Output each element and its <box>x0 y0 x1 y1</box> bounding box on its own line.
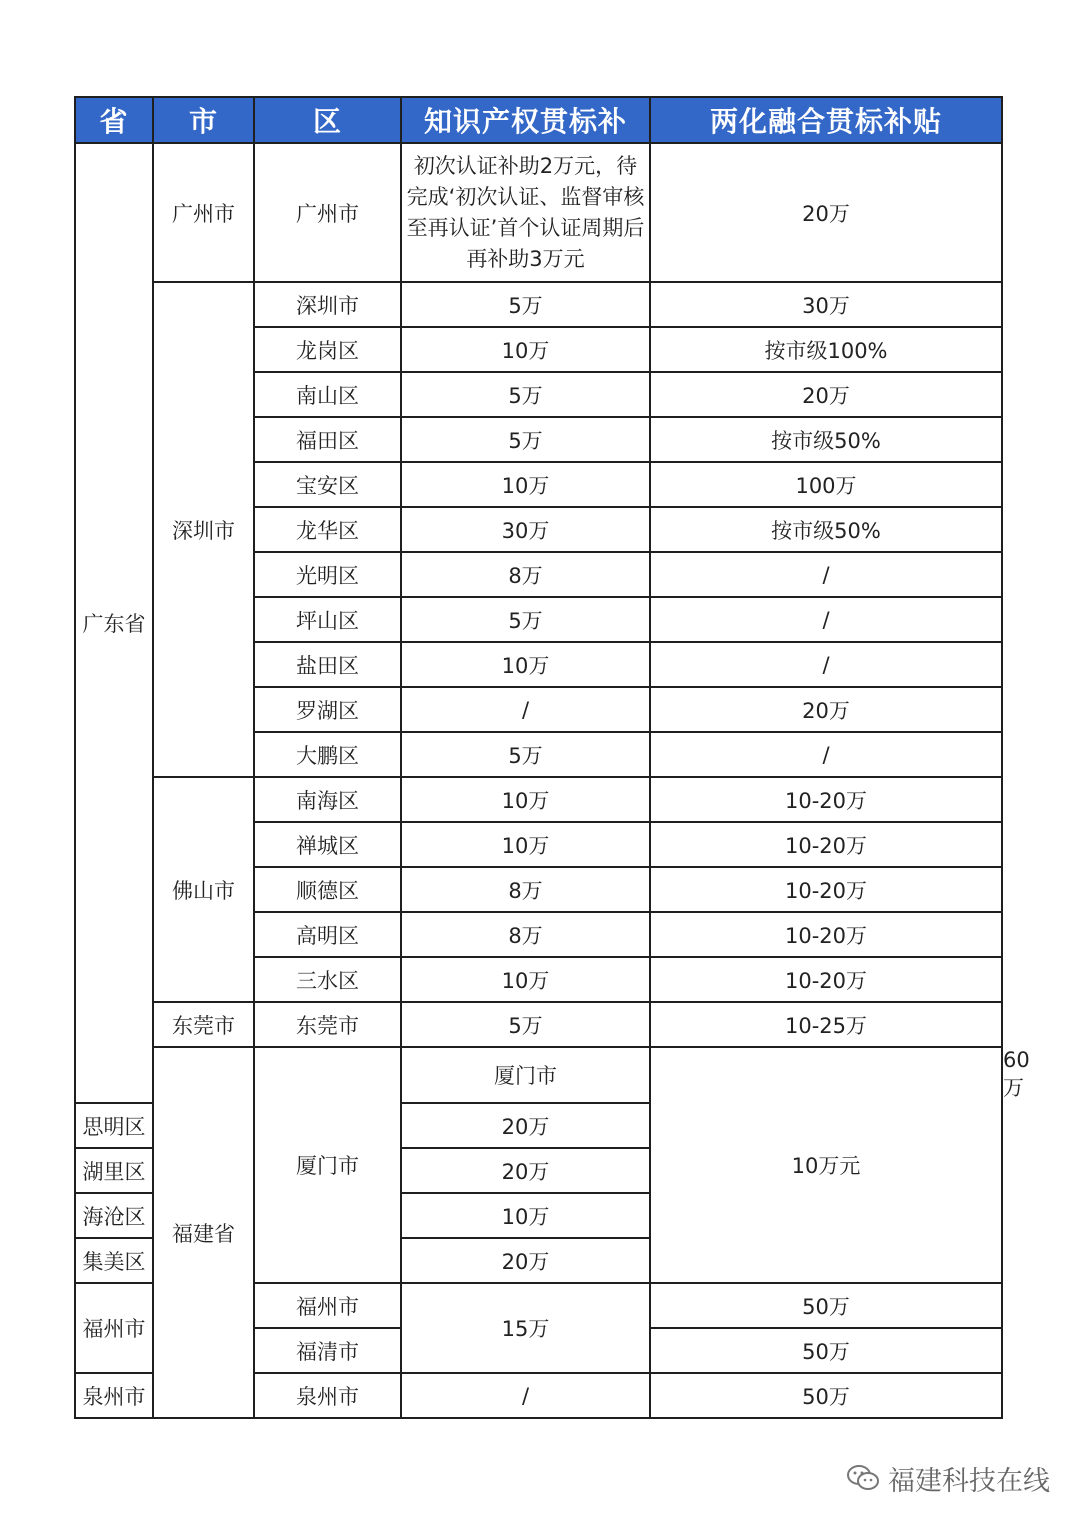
ip-subsidy-cell: 10万 <box>401 777 650 822</box>
district-cell: 坪山区 <box>254 597 401 642</box>
district-cell: 大鹏区 <box>254 732 401 777</box>
subsidy-table-wrapper <box>74 96 1030 1419</box>
district-cell: 南海区 <box>254 777 401 822</box>
two-subsidy-cell: 20万 <box>650 372 1002 417</box>
two-subsidy-cell: 10-20万 <box>650 822 1002 867</box>
two-subsidy-cell: 20万 <box>401 1103 650 1148</box>
table-row <box>75 1002 1002 1047</box>
two-subsidy-cell: 20万 <box>650 687 1002 732</box>
ip-subsidy-cell: 10万 <box>401 642 650 687</box>
two-subsidy-cell: 50万 <box>650 1373 1002 1418</box>
two-subsidy-cell: 20万 <box>401 1148 650 1193</box>
city-cell: 佛山市 <box>153 777 254 1002</box>
city-cell: 泉州市 <box>75 1373 153 1418</box>
district-cell: 深圳市 <box>254 282 401 327</box>
district-cell: 龙岗区 <box>254 327 401 372</box>
district-cell: 宝安区 <box>254 462 401 507</box>
ip-subsidy-cell: 10万 <box>401 822 650 867</box>
two-subsidy-cell: 按市级50% <box>650 507 1002 552</box>
ip-subsidy-cell: 5万 <box>401 372 650 417</box>
ip-subsidy-cell: 5万 <box>401 282 650 327</box>
district-cell: 禅城区 <box>254 822 401 867</box>
district-cell: 龙华区 <box>254 507 401 552</box>
district-cell: 泉州市 <box>254 1373 401 1418</box>
ip-subsidy-cell: 5万 <box>401 732 650 777</box>
two-subsidy-cell: 按市级100% <box>650 327 1002 372</box>
district-cell: 光明区 <box>254 552 401 597</box>
two-subsidy-cell: / <box>650 642 1002 687</box>
two-subsidy-cell: 20万 <box>401 1238 650 1283</box>
district-cell: 思明区 <box>75 1103 153 1148</box>
two-subsidy-cell: / <box>650 597 1002 642</box>
district-cell: 海沧区 <box>75 1193 153 1238</box>
ip-subsidy-cell: 30万 <box>401 507 650 552</box>
two-subsidy-cell: 10-20万 <box>650 777 1002 822</box>
table-row: 福建省 厦门市 厦门市 10万元 60万 <box>75 1047 1002 1103</box>
district-cell: 罗湖区 <box>254 687 401 732</box>
header-two-integration-subsidy: 两化融合贯标补贴 <box>650 97 1002 143</box>
ip-subsidy-cell: / <box>401 1373 650 1418</box>
watermark-text: 福建科技在线 <box>888 1465 1050 1497</box>
table-row <box>75 143 1002 282</box>
table-row <box>75 282 1002 327</box>
header-district: 区 <box>254 97 401 143</box>
province-cell: 福建省 <box>153 1047 254 1418</box>
district-cell: 湖里区 <box>75 1148 153 1193</box>
two-subsidy-cell: 10-20万 <box>650 912 1002 957</box>
two-subsidy-cell: 50万 <box>650 1328 1002 1373</box>
district-cell: 福清市 <box>254 1328 401 1373</box>
two-subsidy-cell: 按市级50% <box>650 417 1002 462</box>
ip-subsidy-cell: 初次认证补助2万元，待完成‘初次认证、监督审核至再认证’首个认证周期后再补助3万元 <box>401 143 650 282</box>
district-cell: 福州市 <box>254 1283 401 1328</box>
city-cell: 深圳市 <box>153 282 254 777</box>
ip-subsidy-cell: 15万 <box>401 1283 650 1373</box>
ip-subsidy-cell: 5万 <box>401 597 650 642</box>
ip-subsidy-cell: / <box>401 687 650 732</box>
ip-subsidy-cell: 10万元 <box>650 1047 1002 1283</box>
ip-subsidy-cell: 8万 <box>401 867 650 912</box>
two-subsidy-cell: 10-25万 <box>650 1002 1002 1047</box>
two-subsidy-cell: 10-20万 <box>650 957 1002 1002</box>
header-province: 省 <box>75 97 153 143</box>
wechat-icon <box>846 1463 880 1493</box>
district-cell: 集美区 <box>75 1238 153 1283</box>
header-city: 市 <box>153 97 254 143</box>
ip-subsidy-cell: 5万 <box>401 417 650 462</box>
ip-subsidy-cell: 5万 <box>401 1002 650 1047</box>
watermark <box>846 1458 1050 1498</box>
two-subsidy-cell: 10-20万 <box>650 867 1002 912</box>
city-cell: 福州市 <box>75 1283 153 1373</box>
city-cell: 东莞市 <box>153 1002 254 1047</box>
ip-subsidy-cell: 10万 <box>401 957 650 1002</box>
table-row <box>75 777 1002 822</box>
province-cell: 广东省 <box>75 143 153 1103</box>
subsidy-table <box>74 96 1030 1419</box>
district-cell: 东莞市 <box>254 1002 401 1047</box>
header-ip-subsidy: 知识产权贯标补 <box>401 97 650 143</box>
ip-subsidy-cell: 10万 <box>401 462 650 507</box>
city-cell: 厦门市 <box>254 1047 401 1283</box>
two-subsidy-cell: 100万 <box>650 462 1002 507</box>
two-subsidy-cell: 50万 <box>650 1283 1002 1328</box>
two-subsidy-cell: 20万 <box>650 143 1002 282</box>
ip-subsidy-cell: 8万 <box>401 552 650 597</box>
district-cell: 南山区 <box>254 372 401 417</box>
ip-subsidy-cell: 10万 <box>401 327 650 372</box>
two-subsidy-cell: 30万 <box>650 282 1002 327</box>
district-cell: 高明区 <box>254 912 401 957</box>
district-cell: 盐田区 <box>254 642 401 687</box>
district-cell: 顺德区 <box>254 867 401 912</box>
table-header-row <box>75 97 1002 143</box>
two-subsidy-cell: / <box>650 732 1002 777</box>
city-cell: 广州市 <box>153 143 254 282</box>
ip-subsidy-cell: 8万 <box>401 912 650 957</box>
district-cell: 广州市 <box>254 143 401 282</box>
two-subsidy-cell: 10万 <box>401 1193 650 1238</box>
two-subsidy-cell: / <box>650 552 1002 597</box>
district-cell: 三水区 <box>254 957 401 1002</box>
district-cell: 福田区 <box>254 417 401 462</box>
district-cell: 厦门市 <box>401 1047 650 1103</box>
